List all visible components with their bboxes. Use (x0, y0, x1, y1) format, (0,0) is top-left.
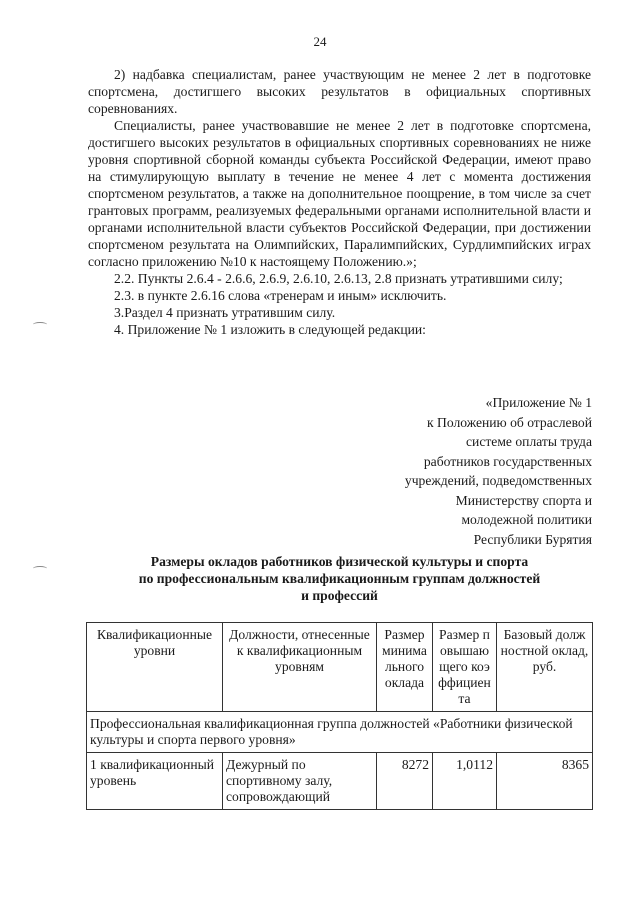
group-row (87, 712, 593, 753)
cell-base-salary: 8365 (497, 753, 593, 810)
appendix-header (370, 393, 592, 549)
body-text (88, 66, 591, 338)
margin-mark (33, 322, 47, 327)
margin-mark (33, 566, 47, 571)
appendix-line: работников государственных (423, 453, 592, 469)
table-row (87, 753, 593, 810)
paragraph-clause-4: 4. Приложение № 1 изложить в следующей редакции: (114, 322, 426, 337)
table-header-row (87, 623, 593, 712)
appendix-line: Республики Бурятия (473, 531, 592, 547)
page-number: 24 (313, 34, 327, 49)
header-min-salary: Размер минимального оклада (377, 623, 433, 712)
paragraph-bonus: 2) надбавка специалистам, ранее участвующим не менее 2 лет в подготовке спортсмена, достигшего высоких результатов в официальных спортивных соревнованиях. (88, 67, 591, 116)
header-positions: Должности, отнесенные к квалификационным уровням (223, 623, 377, 712)
header-base-salary: Базовый должностной оклад, руб. (497, 623, 593, 712)
paragraph-specialists: Специалисты, ранее участвовавшие не менее 2 лет в подготовке спортсмена, достигшего высоких результатов в официальных спортивных соревнованиях не ниже уровня спортивной сборной команды субъекта Российской Федерации, имеют право на стимулирующую выплату в течение не менее 4 лет с момента достижения спортсменом результатов, а также на дополнительное поощрение, в том числе за счет грантовых программ, реализуемых федеральными органами исполнительной власти и органами исполнительной власти субъектов Российской Федерации, при достижении спортсменом результата на Олимпийских, Паралимпийских, Сурдлимпийских играх согласно приложению №10 к настоящему Положению.»; (88, 118, 591, 269)
paragraph-clause-3: 3.Раздел 4 признать утратившим силу. (114, 305, 336, 320)
group-title: Профессиональная квалификационная группа должностей «Работники физической культуры и спорта первого уровня» (87, 712, 593, 753)
table-title (88, 553, 591, 604)
appendix-line: «Приложение № 1 (485, 395, 592, 410)
salary-table (86, 622, 593, 810)
cell-position: Дежурный по спортивному залу, сопровождающий (223, 753, 377, 810)
table-title-line: и профессий (301, 588, 378, 603)
table-title-line: по профессиональным квалификационным группам должностей (138, 571, 541, 586)
paragraph-clause-2-2: 2.2. Пункты 2.6.4 - 2.6.6, 2.6.9, 2.6.10, 2.6.13, 2.8 признать утратившими силу; (114, 271, 563, 286)
paragraph-clause-2-3: 2.3. в пункте 2.6.16 слова «тренерам и иным» исключить. (114, 288, 447, 303)
cell-min-salary: 8272 (377, 753, 433, 810)
header-coefficient: Размер повышающего коэффициента (433, 623, 497, 712)
appendix-line: к Положению об отраслевой (427, 414, 592, 430)
appendix-line: системе оплаты труда (466, 434, 592, 449)
table-title-line: Размеры окладов работников физической культуры и спорта (150, 554, 529, 569)
appendix-line: учреждений, подведомственных (404, 473, 592, 488)
appendix-line: молодежной политики (461, 512, 592, 527)
header-levels: Квалификационные уровни (87, 623, 223, 712)
cell-level: 1 квалификационный уровень (87, 753, 223, 810)
appendix-line: Министерству спорта и (455, 492, 592, 508)
cell-coefficient: 1,0112 (433, 753, 497, 810)
